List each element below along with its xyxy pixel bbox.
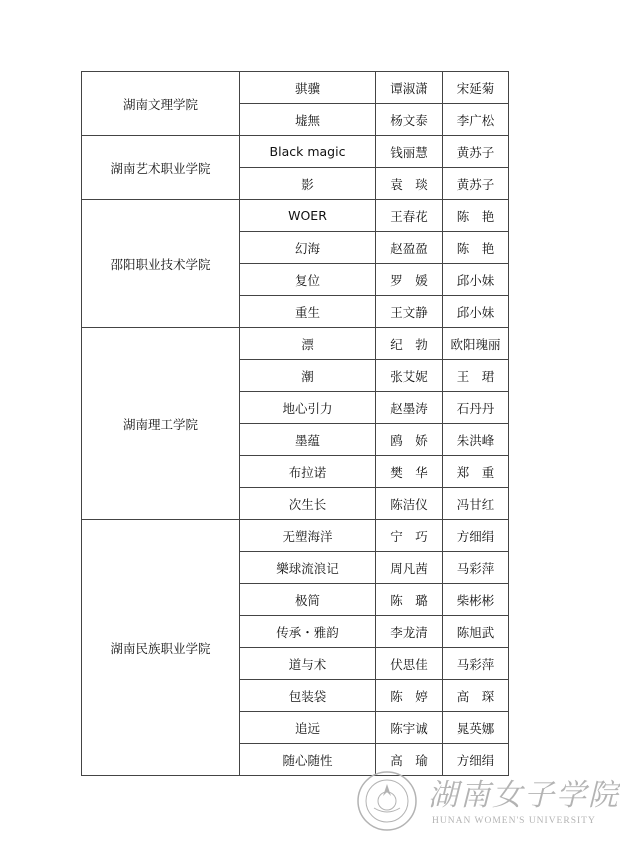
advisor-cell: 宋延菊 [443,72,509,104]
student-cell: 钱丽慧 [376,136,443,168]
work-title-cell: WOER [240,200,376,232]
work-title-cell: 影 [240,168,376,200]
table-row [82,200,509,232]
school-cell: 湖南文理学院 [82,72,240,136]
school-cell: 湖南艺术职业学院 [82,136,240,200]
student-cell: 伏思佳 [376,648,443,680]
work-title-cell: 无塑海洋 [240,520,376,552]
advisor-cell: 高 琛 [443,680,509,712]
advisor-cell: 邱小妹 [443,264,509,296]
work-title-cell: 次生长 [240,488,376,520]
advisor-cell: 石丹丹 [443,392,509,424]
work-title-cell: 复位 [240,264,376,296]
student-cell: 赵墨涛 [376,392,443,424]
work-title-cell: 道与术 [240,648,376,680]
school-cell: 湖南理工学院 [82,328,240,520]
student-cell: 樊 华 [376,456,443,488]
award-table-body [82,72,509,776]
work-title-cell: 墟無 [240,104,376,136]
advisor-cell: 方细绢 [443,744,509,776]
advisor-cell: 晁英娜 [443,712,509,744]
work-title-cell: Black magic [240,136,376,168]
work-title-cell: 地心引力 [240,392,376,424]
award-table [81,71,509,776]
advisor-cell: 马彩萍 [443,648,509,680]
student-cell: 陈洁仪 [376,488,443,520]
student-cell: 鸥 娇 [376,424,443,456]
student-cell: 陈 璐 [376,584,443,616]
student-cell: 袁 琰 [376,168,443,200]
logo-english-name: HUNAN WOMEN'S UNIVERSITY [432,816,596,826]
work-title-cell: 随心随性 [240,744,376,776]
work-title-cell: 潮 [240,360,376,392]
advisor-cell: 欧阳瑰丽 [443,328,509,360]
advisor-cell: 郑 重 [443,456,509,488]
advisor-cell: 马彩萍 [443,552,509,584]
student-cell: 宁 巧 [376,520,443,552]
advisor-cell: 王 珺 [443,360,509,392]
table-row [82,328,509,360]
advisor-cell: 方细绢 [443,520,509,552]
work-title-cell: 幻海 [240,232,376,264]
student-cell: 陈宇诚 [376,712,443,744]
table-row [82,72,509,104]
university-logo [356,768,620,838]
work-title-cell: 墨蕴 [240,424,376,456]
advisor-cell: 冯甘红 [443,488,509,520]
advisor-cell: 陈旭武 [443,616,509,648]
work-title-cell: 重生 [240,296,376,328]
student-cell: 李龙清 [376,616,443,648]
student-cell: 陈 婷 [376,680,443,712]
advisor-cell: 邱小妹 [443,296,509,328]
work-title-cell: 漂 [240,328,376,360]
advisor-cell: 朱洪峰 [443,424,509,456]
student-cell: 张艾妮 [376,360,443,392]
work-title-cell: 极简 [240,584,376,616]
school-cell: 邵阳职业技术学院 [82,200,240,328]
student-cell: 纪 勃 [376,328,443,360]
work-title-cell: 追远 [240,712,376,744]
advisor-cell: 陈 艳 [443,232,509,264]
table-row [82,136,509,168]
work-title-cell: 布拉诺 [240,456,376,488]
school-cell: 湖南民族职业学院 [82,520,240,776]
logo-chinese-name: 湖南女子学院 [428,778,620,813]
work-title-cell: 樂球流浪记 [240,552,376,584]
university-seal-icon [356,770,418,832]
advisor-cell: 李广松 [443,104,509,136]
student-cell: 赵盈盈 [376,232,443,264]
advisor-cell: 柴彬彬 [443,584,509,616]
advisor-cell: 黄苏子 [443,168,509,200]
student-cell: 王文静 [376,296,443,328]
table-row [82,520,509,552]
student-cell: 罗 媛 [376,264,443,296]
work-title-cell: 包装袋 [240,680,376,712]
student-cell: 杨文泰 [376,104,443,136]
student-cell: 高 瑜 [376,744,443,776]
advisor-cell: 黄苏子 [443,136,509,168]
student-cell: 周凡茜 [376,552,443,584]
advisor-cell: 陈 艳 [443,200,509,232]
student-cell: 谭淑潇 [376,72,443,104]
work-title-cell: 骐骥 [240,72,376,104]
work-title-cell: 传承・雅韵 [240,616,376,648]
student-cell: 王春花 [376,200,443,232]
